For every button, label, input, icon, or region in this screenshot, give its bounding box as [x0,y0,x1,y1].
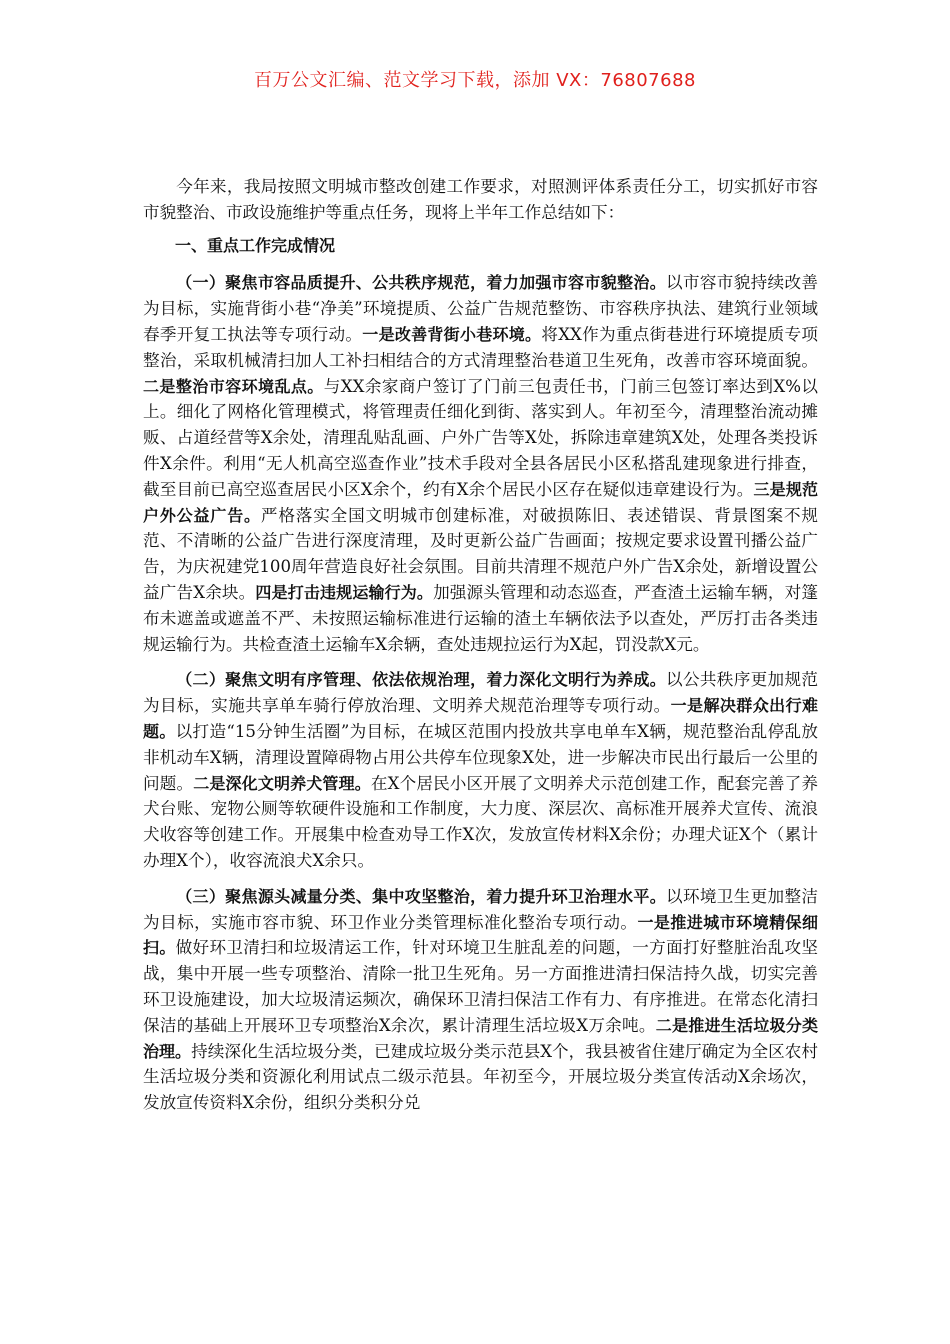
paragraph-text: 加强源头管理和动态巡查，严查渣土运输车辆，对篷布未遮盖或遮盖不严、未按照运输标准进行运输的渣土车辆依法予以查处，严厉打击各类违规运输行为。共检查渣土运输车X余辆，查处违规拉运行为X起，罚没款X元。 [143,582,818,654]
point-heading: 四是打击违规运输行为。 [255,582,434,602]
section-heading: 一、重点工作完成情况 [175,235,336,255]
intro-paragraph: 今年来，我局按照文明城市整改创建工作要求，对照测评体系责任分工，切实抓好市容市貌整治、市政设施维护等重点任务，现将上半年工作总结如下： [143,177,818,222]
point-heading: 三是规范户外公益广告。 [143,479,818,525]
paragraph-lead: （三）聚焦源头减量分类、集中攻坚整治，着力提升环卫治理水平。 [176,886,667,906]
paragraph-text: 在X个居民小区开展了文明养犬示范创建工作，配套完善了养犬台账、宠物公厕等软硬件设施和工作制度，大力度、深层次、高标准开展养犬宣传、流浪犬收容等创建工作。开展集中检查劝导工作X次，发放宣传材料X余份；办理犬证X个（累计办理X个），收容流浪犬X余只。 [143,773,818,870]
paragraph-lead: （二）聚焦文明有序管理、依法依规治理，着力深化文明行为养成。 [176,670,667,690]
point-heading: 二是推进生活垃圾分类治理。 [143,1015,818,1061]
point-heading: 一是解决群众出行难题。 [143,696,818,741]
point-heading: 一是推进城市环境精保细扫。 [143,912,818,958]
paragraph-text: 与XX余家商户签订了门前三包责任书，门前三包签订率达到X%以上。细化了网格化管理模式，将管理责任细化到街、落实到人。年初至今，清理整治流动摊贩、占道经营等X余处，清理乱贴乱画、户外广告等X处，拆除违章建筑X处，处理各类投诉件X余件。利用“无人机高空巡查作业”技术手段对全县各居民小区私搭乱建现象进行排查，截至目前已高空巡查居民小区X余个，约有X余个居民小区存在疑似违章建设行为。 [143,376,818,499]
document-body [143,174,818,1126]
paragraph-text: 以打造“15分钟生活圈”为目标，在城区范围内投放共享电单车X辆，规范整治乱停乱放非机动车X辆，清理设置障碍物占用公共停车位现象X处，进一步解决市民出行最后一公里的问题。 [143,721,818,793]
paragraph-text: 严格落实全国文明城市创建标准，对破损陈旧、表述错误、背景图案不规范、不清晰的公益广告进行深度清理，及时更新公益广告画面；按规定要求设置刊播公益广告，为庆祝建党100周年营造良好社会氛围。目前共清理不规范户外广告X余处，新增设置公益广告X余块。 [143,505,818,602]
paragraph-lead: （一）聚焦市容品质提升、公共秩序规范，着力加强市容市貌整治。 [176,273,667,293]
paragraph-text: 以公共秩序更加规范为目标，实施共享单车骑行停放治理、文明养犬规范治理等专项行动。 [143,670,818,716]
point-heading: 二是深化文明养犬管理。 [193,773,371,793]
paragraph-text: 持续深化生活垃圾分类，已建成垃圾分类示范县X个，我县被省住建厅确定为全区农村生活垃圾分类和资源化利用试点二级示范县。年初至今，开展垃圾分类宣传活动X余场次，发放宣传资料X余份，组织分类积分兑 [143,1041,818,1113]
point-heading: 二是整治市容环境乱点。 [143,376,324,396]
paragraph-text: 做好环卫清扫和垃圾清运工作，针对环境卫生脏乱差的问题，一方面打好整脏治乱攻坚战，集中开展一些专项整治、清除一批卫生死角。另一方面推进清扫保洁持久战，切实完善环卫设施建设，加大垃圾清运频次，确保环卫清扫保洁工作有力、有序推进。在常态化清扫保洁的基础上开展环卫专项整治X余次，累计清理生活垃圾X万余吨。 [143,938,818,1035]
point-heading: 一是改善背街小巷环境。 [362,324,542,344]
header-banner: 百万公文汇编、范文学习下载，添加 VX：76807688 [254,70,696,91]
paragraph-2 [143,667,818,873]
paragraph-1 [143,270,818,657]
paragraph-text: 将XX作为重点街巷进行环境提质专项整治，采取机械清扫加人工补扫相结合的方式清理整治巷道卫生死角，改善市容环境面貌。 [143,324,818,370]
paragraph-3 [143,884,818,1116]
paragraph-text: 以环境卫生更加整洁为目标，实施市容市貌、环卫作业分类管理标准化整治专项行动。 [143,886,818,932]
paragraph-text: 以市容市貌持续改善为目标，实施背街小巷“净美”环境提质、公益广告规范整饬、市容秩序执法、建筑行业领域春季开复工执法等专项行动。 [143,273,818,344]
